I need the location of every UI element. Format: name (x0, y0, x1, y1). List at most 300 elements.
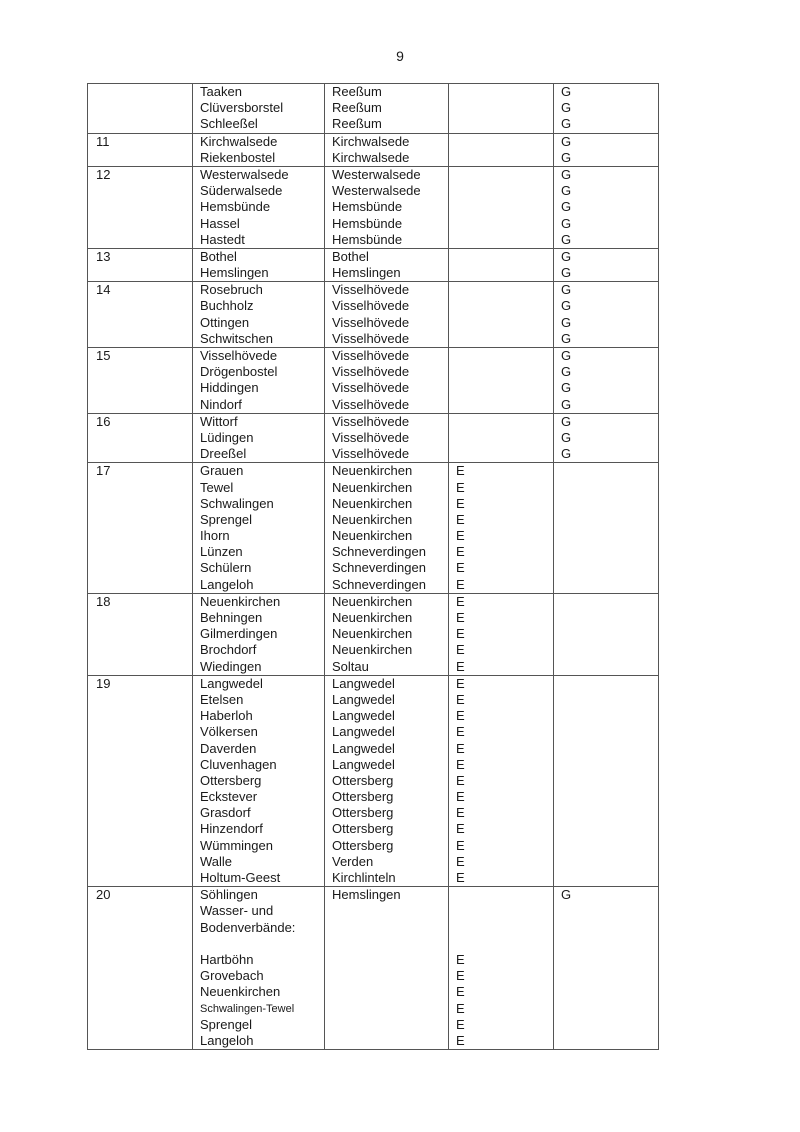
g-mark: G (561, 183, 572, 199)
municipality-name (332, 984, 448, 1000)
municipality-name: Kirchwalsede (332, 149, 410, 165)
group-number-cell (88, 593, 193, 675)
e-mark (456, 380, 553, 396)
municipality-name: Schneverdingen (332, 576, 426, 592)
place-name: Etelsen (200, 691, 244, 707)
municipality-name: Neuenkirchen (332, 463, 413, 479)
g-mark (561, 724, 658, 740)
e-mark (456, 430, 553, 446)
table-row-group (88, 593, 659, 675)
place-name: Behningen (200, 610, 263, 625)
e-mark (456, 903, 553, 919)
place-name: Schwalingen-Tewel (200, 1002, 295, 1015)
municipality-name (332, 1033, 448, 1049)
e-mark (456, 84, 553, 100)
table-row-group (88, 133, 659, 166)
g-mark (561, 920, 658, 936)
e-mark: E (456, 708, 465, 724)
g-column-cell (554, 413, 659, 463)
e-mark (456, 167, 553, 183)
place-cell (193, 248, 325, 281)
g-mark: G (561, 215, 572, 231)
municipality-name: Ottersberg (332, 772, 394, 788)
g-mark (561, 838, 658, 854)
group-number-cell (88, 887, 193, 1050)
e-column-cell (449, 348, 554, 414)
place-name: Buchholz (200, 298, 254, 314)
e-mark (456, 936, 553, 952)
table-row-group (88, 248, 659, 281)
g-mark (561, 560, 658, 576)
place-name: Schwalingen (200, 495, 274, 511)
g-mark (561, 480, 658, 496)
municipality-name: Schneverdingen (332, 544, 426, 560)
g-mark: G (561, 282, 572, 298)
e-mark: E (456, 870, 465, 885)
municipality-name: Langwedel (332, 740, 395, 756)
municipality-name (332, 952, 448, 968)
e-mark: E (456, 772, 465, 788)
g-mark: G (561, 396, 572, 412)
place-name: Schülern (200, 560, 252, 576)
g-mark: G (561, 199, 572, 215)
table-row-group (88, 84, 659, 134)
g-mark (561, 1033, 658, 1049)
g-mark: G (561, 887, 572, 903)
g-mark (561, 626, 658, 642)
municipality-name: Neuenkirchen (332, 511, 413, 527)
place-name: Neuenkirchen (200, 593, 281, 609)
municipality-name: Visselhövede (332, 298, 410, 314)
group-number (96, 84, 192, 100)
g-mark (561, 610, 658, 626)
g-column-cell (554, 166, 659, 248)
group-number: 16 (96, 413, 111, 429)
e-column-cell (449, 593, 554, 675)
page-number: 9 (396, 48, 404, 64)
e-column-cell (449, 887, 554, 1050)
g-mark (561, 659, 658, 675)
e-mark: E (456, 642, 465, 658)
e-column-cell (449, 248, 554, 281)
place-cell (193, 593, 325, 675)
g-mark: G (561, 429, 572, 445)
place-name: Hinzendorf (200, 821, 263, 837)
municipality-name (332, 920, 448, 936)
municipality-name: Visselhövede (332, 364, 410, 380)
municipality-name: Langwedel (332, 691, 395, 707)
table-row-group (88, 166, 659, 248)
g-mark: G (561, 100, 572, 116)
municipality-name (332, 1001, 448, 1017)
e-mark: E (456, 528, 465, 544)
g-mark: G (561, 84, 572, 99)
group-number-cell (88, 413, 193, 463)
place-cell (193, 282, 325, 348)
e-mark: E (456, 968, 465, 984)
g-mark: G (561, 265, 572, 281)
group-number-cell (88, 166, 193, 248)
place-name: Völkersen (200, 724, 258, 740)
place-name: Westerwalsede (200, 166, 289, 182)
e-mark (456, 265, 553, 281)
table-row-group (88, 887, 659, 1050)
place-name: Hiddingen (200, 380, 259, 396)
e-mark (456, 298, 553, 314)
g-mark: G (561, 380, 572, 396)
g-column-cell (554, 248, 659, 281)
g-mark (561, 854, 658, 870)
e-mark (456, 183, 553, 199)
e-mark (456, 887, 553, 903)
g-mark: G (561, 298, 572, 314)
e-mark: E (456, 675, 465, 691)
e-mark: E (456, 821, 465, 837)
municipality-name: Neuenkirchen (332, 479, 413, 495)
g-mark (561, 936, 658, 952)
municipality-name (332, 968, 448, 984)
e-mark: E (456, 853, 465, 869)
place-name: Lünzen (200, 544, 243, 560)
e-mark (456, 348, 553, 364)
municipality-name: Hemslingen (332, 887, 401, 903)
municipality-name: Langwedel (332, 675, 395, 691)
municipality-cell (325, 413, 449, 463)
municipality-name: Reeßum (332, 116, 382, 132)
place-name: Brochdorf (200, 642, 257, 658)
e-mark: E (456, 1000, 465, 1016)
table-row-group (88, 463, 659, 594)
table-row-group (88, 675, 659, 886)
group-number: 14 (96, 282, 111, 298)
place-name: Süderwalsede (200, 183, 283, 199)
e-mark: E (456, 724, 465, 740)
place-name: Dreeßel (200, 446, 247, 462)
g-mark (561, 789, 658, 805)
e-mark (456, 446, 553, 462)
municipality-cell (325, 133, 449, 166)
g-mark: G (561, 413, 572, 429)
e-mark: E (456, 560, 465, 576)
municipality-name: Langwedel (332, 708, 395, 724)
municipality-name: Neuenkirchen (332, 626, 413, 642)
e-column-cell (449, 84, 554, 134)
e-mark: E (456, 576, 465, 592)
g-mark (561, 676, 658, 692)
g-mark (561, 463, 658, 479)
g-mark (561, 903, 658, 919)
place-name: Nindorf (200, 396, 242, 412)
g-mark (561, 821, 658, 837)
municipality-cell (325, 593, 449, 675)
g-column-cell (554, 133, 659, 166)
e-mark (456, 331, 553, 347)
e-mark (456, 249, 553, 265)
municipality-name: Visselhövede (332, 330, 410, 346)
g-mark: G (561, 248, 572, 264)
place-name: Grasdorf (200, 805, 251, 821)
e-mark: E (456, 756, 465, 772)
place-name: Hassel (200, 215, 240, 231)
e-column-cell (449, 166, 554, 248)
g-column-cell (554, 593, 659, 675)
place-name: Ottingen (200, 314, 250, 330)
municipality-name (332, 1017, 448, 1033)
municipality-name: Visselhövede (332, 380, 410, 396)
g-mark (561, 757, 658, 773)
municipality-name: Ottersberg (332, 789, 394, 805)
municipality-name: Neuenkirchen (332, 610, 413, 625)
municipality-name: Langwedel (332, 724, 395, 740)
municipality-name: Visselhövede (332, 413, 410, 429)
e-mark: E (456, 789, 465, 805)
e-mark: E (456, 951, 465, 967)
place-cell (193, 84, 325, 134)
g-mark (561, 870, 658, 886)
municipality-name: Reeßum (332, 100, 382, 116)
place-name: Drögenbostel (200, 364, 278, 380)
e-mark: E (456, 740, 465, 756)
e-mark (456, 116, 553, 132)
municipality-name: Neuenkirchen (332, 528, 413, 544)
g-mark (561, 1001, 658, 1017)
e-mark (456, 216, 553, 232)
place-name: Langwedel (200, 675, 263, 691)
group-number: 18 (96, 593, 111, 609)
e-mark: E (456, 479, 465, 495)
g-column-cell (554, 348, 659, 414)
e-mark (456, 364, 553, 380)
g-mark (561, 805, 658, 821)
place-name: Hartböhn (200, 951, 254, 967)
place-name: Bothel (200, 248, 237, 264)
municipality-cell (325, 248, 449, 281)
g-mark (561, 984, 658, 1000)
municipality-cell (325, 282, 449, 348)
g-mark (561, 952, 658, 968)
g-mark: G (561, 133, 572, 149)
municipality-cell (325, 84, 449, 134)
g-mark: G (561, 231, 572, 247)
g-mark: G (561, 149, 572, 165)
place-name: Holtum-Geest (200, 870, 281, 885)
e-mark: E (456, 544, 465, 560)
e-mark: E (456, 593, 465, 609)
municipality-name: Hemslingen (332, 265, 401, 281)
table-row-group (88, 348, 659, 414)
municipality-cell (325, 675, 449, 886)
g-mark: G (561, 446, 572, 462)
g-column-cell (554, 84, 659, 134)
table-body (88, 84, 659, 1050)
group-number-cell (88, 84, 193, 134)
municipality-name: Westerwalsede (332, 183, 421, 199)
e-column-cell (449, 675, 554, 886)
place-name: Ihorn (200, 528, 230, 544)
e-mark: E (456, 658, 465, 674)
place-name: Tewel (200, 479, 234, 495)
e-mark: E (456, 626, 465, 642)
municipality-name: Reeßum (332, 84, 382, 99)
municipality-name: Visselhövede (332, 446, 410, 462)
e-mark: E (456, 511, 465, 527)
municipality-name: Verden (332, 853, 374, 869)
g-mark (561, 642, 658, 658)
municipality-name: Hemsbünde (332, 199, 403, 215)
place-name: Daverden (200, 740, 257, 756)
municipality-name: Visselhövede (332, 396, 410, 412)
group-number: 20 (96, 887, 111, 903)
place-name: Neuenkirchen (200, 984, 281, 1000)
place-name: Hemsbünde (200, 199, 271, 215)
e-mark (456, 150, 553, 166)
place-cell (193, 133, 325, 166)
group-number-cell (88, 248, 193, 281)
g-mark (561, 692, 658, 708)
group-number-cell (88, 133, 193, 166)
place-name: Wiedingen (200, 658, 262, 674)
place-name: Clüversborstel (200, 100, 284, 116)
e-mark: E (456, 610, 465, 625)
g-mark (561, 496, 658, 512)
e-mark: E (456, 837, 465, 853)
municipality-name: Neuenkirchen (332, 495, 413, 511)
g-column-cell (554, 282, 659, 348)
g-mark (561, 773, 658, 789)
municipality-name: Westerwalsede (332, 166, 421, 182)
municipality-name: Neuenkirchen (332, 642, 413, 658)
g-mark: G (561, 314, 572, 330)
place-name: Lüdingen (200, 429, 254, 445)
e-mark: E (456, 1016, 465, 1032)
place-cell (193, 463, 325, 594)
place-name: Kirchwalsede (200, 133, 278, 149)
table-row-group (88, 282, 659, 348)
e-mark: E (456, 691, 465, 707)
place-name: Langeloh (200, 576, 254, 592)
e-mark: E (456, 495, 465, 511)
place-name: Walle (200, 853, 233, 869)
place-name: Schwitschen (200, 330, 273, 346)
group-number: 12 (96, 166, 111, 182)
g-mark (561, 544, 658, 560)
e-mark (456, 232, 553, 248)
e-mark: E (456, 463, 465, 479)
municipality-name: Ottersberg (332, 837, 394, 853)
place-name: Wittorf (200, 413, 238, 429)
municipality-name: Visselhövede (332, 429, 410, 445)
g-mark (561, 577, 658, 593)
place-name: Riekenbostel (200, 149, 276, 165)
g-mark: G (561, 116, 572, 132)
g-column-cell (554, 463, 659, 594)
place-name: Cluvenhagen (200, 756, 277, 772)
municipality-name: Kirchwalsede (332, 133, 410, 149)
place-name: Grauen (200, 463, 244, 479)
place-name: Hastedt (200, 231, 245, 247)
municipality-name: Schneverdingen (332, 560, 426, 576)
g-mark: G (561, 364, 572, 380)
place-name: Eckstever (200, 789, 258, 805)
e-mark: E (456, 805, 465, 821)
g-mark (561, 528, 658, 544)
place-name: Grovebach (200, 968, 264, 984)
place-name: Sprengel (200, 511, 253, 527)
municipality-cell (325, 463, 449, 594)
place-cell (193, 348, 325, 414)
place-cell (193, 675, 325, 886)
municipality-name (332, 936, 448, 952)
group-number-cell (88, 463, 193, 594)
group-number: 19 (96, 675, 111, 691)
e-mark (456, 397, 553, 413)
e-column-cell (449, 282, 554, 348)
municipality-name: Visselhövede (332, 282, 410, 298)
place-name: Rosebruch (200, 282, 263, 298)
g-mark (561, 512, 658, 528)
g-mark (561, 1017, 658, 1033)
place-name: Taaken (200, 84, 242, 99)
e-mark (456, 134, 553, 150)
municipality-name: Ottersberg (332, 821, 394, 837)
place-cell (193, 166, 325, 248)
group-number: 15 (96, 348, 111, 363)
municipality-name: Visselhövede (332, 348, 410, 363)
place-name: Hemslingen (200, 265, 269, 281)
municipality-name: Ottersberg (332, 805, 394, 821)
g-mark: G (561, 348, 572, 363)
table-row-group (88, 413, 659, 463)
e-column-cell (449, 463, 554, 594)
e-column-cell (449, 413, 554, 463)
e-mark (456, 414, 553, 430)
municipality-name: Neuenkirchen (332, 593, 413, 609)
e-mark (456, 315, 553, 331)
municipality-name: Visselhövede (332, 314, 410, 330)
place-name (200, 936, 324, 952)
municipality-name: Bothel (332, 248, 369, 264)
e-mark: E (456, 984, 465, 1000)
place-name: Wasser- und (200, 903, 274, 919)
g-column-cell (554, 675, 659, 886)
place-name: Ottersberg (200, 772, 262, 788)
e-column-cell (449, 133, 554, 166)
municipality-cell (325, 887, 449, 1050)
municipality-cell (325, 348, 449, 414)
place-cell (193, 413, 325, 463)
place-name: Söhlingen (200, 887, 258, 903)
municipality-table (87, 83, 659, 1050)
group-number-cell (88, 675, 193, 886)
municipality-name: Kirchlinteln (332, 870, 396, 885)
municipality-name: Langwedel (332, 756, 395, 772)
place-name: Visselhövede (200, 348, 278, 363)
g-mark: G (561, 166, 572, 182)
place-name: Gilmerdingen (200, 626, 278, 642)
group-number-cell (88, 348, 193, 414)
place-name: Wümmingen (200, 837, 273, 853)
g-mark (561, 968, 658, 984)
group-number: 17 (96, 463, 111, 479)
g-mark (561, 741, 658, 757)
place-name: Schleeßel (200, 116, 258, 132)
place-name: Haberloh (200, 708, 253, 724)
place-name: Langeloh (200, 1032, 254, 1048)
municipality-name: Soltau (332, 658, 369, 674)
place-cell (193, 887, 325, 1050)
g-mark (561, 708, 658, 724)
e-mark (456, 199, 553, 215)
